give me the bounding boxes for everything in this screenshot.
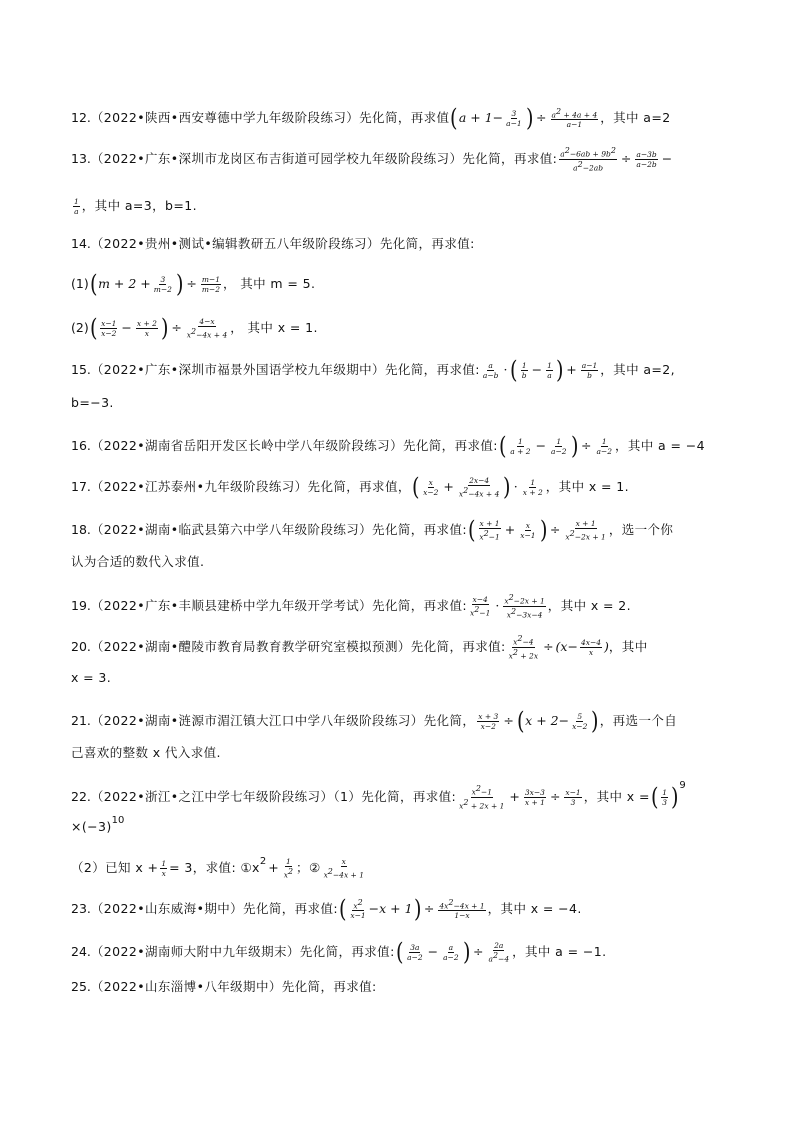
formula: ( <box>395 938 404 966</box>
formula: · <box>503 361 508 377</box>
problem-condition: ，其中 x = 2. <box>547 597 632 613</box>
formula: ( <box>510 356 518 384</box>
formula: ) <box>539 516 547 544</box>
problem-number: 14. <box>71 236 91 251</box>
formula: ) <box>160 314 169 342</box>
problem-condition: 认为合适的数代入求值. <box>71 554 205 569</box>
formula: − <box>535 437 547 453</box>
problem-condition: ，其中 <box>608 638 648 654</box>
formula: ) <box>604 638 609 654</box>
formula: $\frac{a^2 + 4a + 4}{a-1}$ <box>551 106 598 130</box>
formula: ÷ <box>472 943 484 959</box>
problem-number: 17. <box>71 478 91 494</box>
problem-14 <box>71 238 731 251</box>
formula: $\frac{1}{a-2}$ <box>551 436 567 456</box>
formula: + <box>566 361 577 377</box>
problem-source: （2022•贵州•测试•编辑教研五八年级阶段练习）先化简，再求值: <box>90 236 475 251</box>
problem-20 <box>71 634 731 660</box>
formula: − <box>427 943 439 959</box>
problem-condition: ，其中 x = 1. <box>545 478 629 494</box>
problem-14-part2 <box>71 316 731 340</box>
problem-source: （2022•浙江•之江中学七年级阶段练习）（1）先化简，再求值: <box>90 788 457 804</box>
problem-condition: （2）已知 x + <box>71 860 159 875</box>
exponent: 10 <box>111 815 125 827</box>
problem-condition: ，再选一个自 <box>599 712 678 728</box>
problem-25 <box>71 981 731 994</box>
problem-number: 18. <box>71 521 91 537</box>
problem-condition: ，选一个你 <box>608 521 674 537</box>
problem-condition: ×(−3) <box>71 819 112 834</box>
formula: · <box>495 597 500 613</box>
problem-condition: 己喜欢的整数 x 代入求值. <box>71 745 221 760</box>
problem-condition: ，其中 a=2 <box>600 109 671 125</box>
formula: $\frac{x}{x-2}$ <box>423 477 439 497</box>
formula: ( <box>338 895 347 923</box>
problem-condition: ，其中 a=3，b=1. <box>81 198 197 214</box>
problem-16 <box>71 434 731 458</box>
problem-source: （2022•湖南•醴陵市教育局教育教学研究室模拟预测）先化简，再求值: <box>90 638 506 654</box>
formula: m + 2 + <box>98 275 151 291</box>
sub-number: (2) <box>71 319 89 335</box>
formula: $\frac{4x^2-4x + 1}{1-x}$ <box>439 897 485 921</box>
formula: $\frac{x + 1}{x^2-2x + 1}$ <box>565 518 606 542</box>
formula: + <box>268 860 279 875</box>
problem-condition: ，其中 x = <box>583 788 650 804</box>
problem-condition: x = 3. <box>71 670 112 685</box>
formula: $\frac{x^2-2x + 1}{x^2-3x-4}$ <box>504 593 545 619</box>
formula: ) <box>413 895 421 923</box>
formula: $\frac{a-3b}{a-2b}$ <box>636 149 657 169</box>
formula: ( <box>650 783 659 811</box>
formula: ) <box>570 432 579 460</box>
formula: ) <box>525 104 534 132</box>
formula: ÷ <box>186 275 197 291</box>
formula: $\frac{3}{a-1}$ <box>506 108 522 128</box>
formula: · <box>513 478 518 494</box>
problem-18-cont <box>71 556 731 569</box>
formula: $\frac{a}{a-2}$ <box>443 942 459 962</box>
problem-source: （2022•山东淄博•八年级期中）先化简，再求值: <box>90 979 377 994</box>
formula: ( <box>89 314 98 342</box>
problem-13-cont <box>71 197 731 216</box>
formula: (x− <box>555 638 578 654</box>
problem-24 <box>71 940 731 964</box>
formula: ( <box>516 707 525 735</box>
problem-14-part1 <box>71 272 731 296</box>
formula: $\frac{1}{a + 2}$ <box>510 436 531 456</box>
formula: ) <box>503 473 511 501</box>
problem-condition: ，其中 a=2, <box>600 361 675 377</box>
problem-number: 19. <box>71 597 91 613</box>
formula: $\frac{1}{3}$ <box>662 787 667 807</box>
formula: $\frac{1}{x + 2}$ <box>522 477 543 497</box>
problem-condition: ，其中 a = −4 <box>614 437 705 453</box>
formula: $\frac{x-1}{x-2}$ <box>101 318 117 338</box>
formula: ) <box>462 938 471 966</box>
formula: $\frac{x^2}{x-1}$ <box>350 897 366 921</box>
problem-condition: ，其中 x = −4. <box>487 900 582 916</box>
problem-source: （2022•广东•深圳市福景外国语学校九年级期中）先化简，再求值: <box>90 361 480 377</box>
problem-number: 24. <box>71 943 91 959</box>
formula: $\frac{1}{x}$ <box>161 858 167 878</box>
formula: ) <box>175 270 184 298</box>
problem-19 <box>71 593 731 619</box>
problem-number: 13. <box>71 150 91 166</box>
formula: $\frac{x + 3}{x-2}$ <box>478 711 499 731</box>
problem-21-cont <box>71 747 731 760</box>
formula: −x + 1 <box>368 900 413 916</box>
formula: − <box>661 150 673 166</box>
formula: ( <box>498 432 507 460</box>
problem-number: 22. <box>71 788 91 804</box>
formula: ÷ <box>536 109 547 125</box>
problem-number: 15. <box>71 361 91 377</box>
formula: $\frac{4-x}{x^2-4x + 4}$ <box>186 316 228 340</box>
formula: $\frac{2a}{a^2-4}$ <box>488 940 510 964</box>
problem-15-cont <box>71 397 731 410</box>
problem-source: （2022•陕西•西安尊德中学九年级阶段练习）先化简，再求值 <box>90 109 450 125</box>
formula: $\frac{x^2-4}{x^2 + 2x}$ <box>508 634 539 660</box>
problem-source: （2022•湖南省岳阳开发区长岭中学八年级阶段练习）先化简，再求值: <box>90 437 498 453</box>
formula: ) <box>670 783 679 811</box>
formula: $\frac{x}{x^2-4x + 1}$ <box>323 857 365 880</box>
problem-condition: ， 其中 x = 1. <box>230 319 318 335</box>
problem-17 <box>71 475 731 499</box>
formula: $\frac{3}{m-2}$ <box>153 274 172 294</box>
problem-22-part2 <box>71 857 731 880</box>
formula: x + 2− <box>525 712 570 728</box>
formula: $\frac{5}{x-2}$ <box>572 711 588 731</box>
formula: ( <box>450 104 458 132</box>
formula: ÷ <box>171 319 182 335</box>
problem-13 <box>71 146 731 172</box>
problem-22 <box>71 780 731 811</box>
formula: − <box>121 319 132 335</box>
problem-23 <box>71 897 731 921</box>
formula: $\frac{a-1}{b}$ <box>581 360 598 380</box>
formula: $\frac{1}{x^2}$ <box>283 857 294 880</box>
formula: + <box>443 478 454 494</box>
problem-15 <box>71 358 731 382</box>
formula: $\frac{2x-4}{x^2-4x + 4}$ <box>458 475 500 499</box>
formula: ÷ <box>423 900 435 916</box>
formula: ) <box>555 356 564 384</box>
problem-18 <box>71 518 731 542</box>
formula: $\frac{1}{a}$ <box>74 197 79 216</box>
problem-condition: ；② <box>296 860 321 875</box>
formula: $\frac{x^2-1}{x^2 + 2x + 1}$ <box>459 784 505 810</box>
formula: + <box>509 788 520 804</box>
formula: $\frac{a^2-6ab + 9b^2}{a^2-2ab}$ <box>560 146 616 172</box>
problem-source: （2022•湖南•临武县第六中学八年级阶段练习）先化简，再求值: <box>90 521 467 537</box>
problem-source: （2022•湖南师大附中九年级期末）先化简，再求值: <box>90 943 395 959</box>
formula: ÷ <box>549 788 561 804</box>
formula: + <box>504 521 516 537</box>
formula: ( <box>467 516 476 544</box>
problem-number: 20. <box>71 638 91 654</box>
problem-number: 23. <box>71 900 91 916</box>
formula: $\frac{m-1}{m-2}$ <box>201 274 220 294</box>
formula: $\frac{4x-4}{x}$ <box>580 637 602 657</box>
problem-number: 21. <box>71 712 91 728</box>
formula: 9 <box>679 780 686 791</box>
formula: ÷ <box>580 437 592 453</box>
formula: $\frac{1}{a}$ <box>547 360 552 380</box>
formula: $\frac{a}{a-b}$ <box>482 360 499 380</box>
problem-number: 12. <box>71 109 91 125</box>
formula: ÷ <box>503 712 514 728</box>
problem-21 <box>71 709 731 733</box>
formula: a + 1− <box>458 109 504 125</box>
formula: ÷ <box>620 150 632 166</box>
problem-22-cont <box>71 815 731 834</box>
formula: ( <box>89 270 98 298</box>
problem-condition: = 3，求值: ①x <box>169 860 260 875</box>
problem-12 <box>71 106 731 130</box>
problem-condition: ， 其中 m = 5. <box>222 275 316 291</box>
formula: $\frac{x + 1}{x^2-1}$ <box>479 518 500 542</box>
formula: $\frac{x-4}{x^2-1}$ <box>469 594 491 618</box>
problem-condition: b=−3. <box>71 395 114 410</box>
formula: $\frac{x-1}{3}$ <box>565 787 581 807</box>
problem-source: （2022•江苏泰州•九年级阶段练习）先化简，再求值， <box>90 478 411 494</box>
formula: ( <box>411 473 420 501</box>
formula: ) <box>591 707 599 735</box>
problem-source: （2022•广东•深圳市龙岗区布吉街道可园学校九年级阶段练习）先化简，再求值: <box>90 150 558 166</box>
formula: $\frac{x}{x-1}$ <box>520 520 536 540</box>
formula: $\frac{1}{a-2}$ <box>596 436 612 456</box>
formula: ÷ <box>549 521 561 537</box>
problem-number: 25. <box>71 979 91 994</box>
formula: 2 <box>259 856 267 868</box>
formula: − <box>531 361 543 377</box>
problem-source: （2022•山东威海•期中）先化简，再求值: <box>90 900 338 916</box>
formula: ÷ <box>543 638 554 654</box>
formula: $\frac{x + 2}{x}$ <box>136 318 157 338</box>
problem-source: （2022•湖南•涟源市湄江镇大江口中学八年级阶段练习）先化简， <box>90 712 476 728</box>
sub-number: (1) <box>71 275 89 291</box>
problem-20-cont <box>71 672 731 685</box>
formula: $\frac{3a}{a-2}$ <box>407 942 423 962</box>
problem-number: 16. <box>71 437 91 453</box>
problem-source: （2022•广东•丰顺县建桥中学九年级开学考试）先化简，再求值: <box>90 597 467 613</box>
formula: $\frac{3x-3}{x + 1}$ <box>524 787 545 807</box>
formula: $\frac{1}{b}$ <box>521 360 527 380</box>
problem-condition: ，其中 a = −1. <box>512 943 607 959</box>
